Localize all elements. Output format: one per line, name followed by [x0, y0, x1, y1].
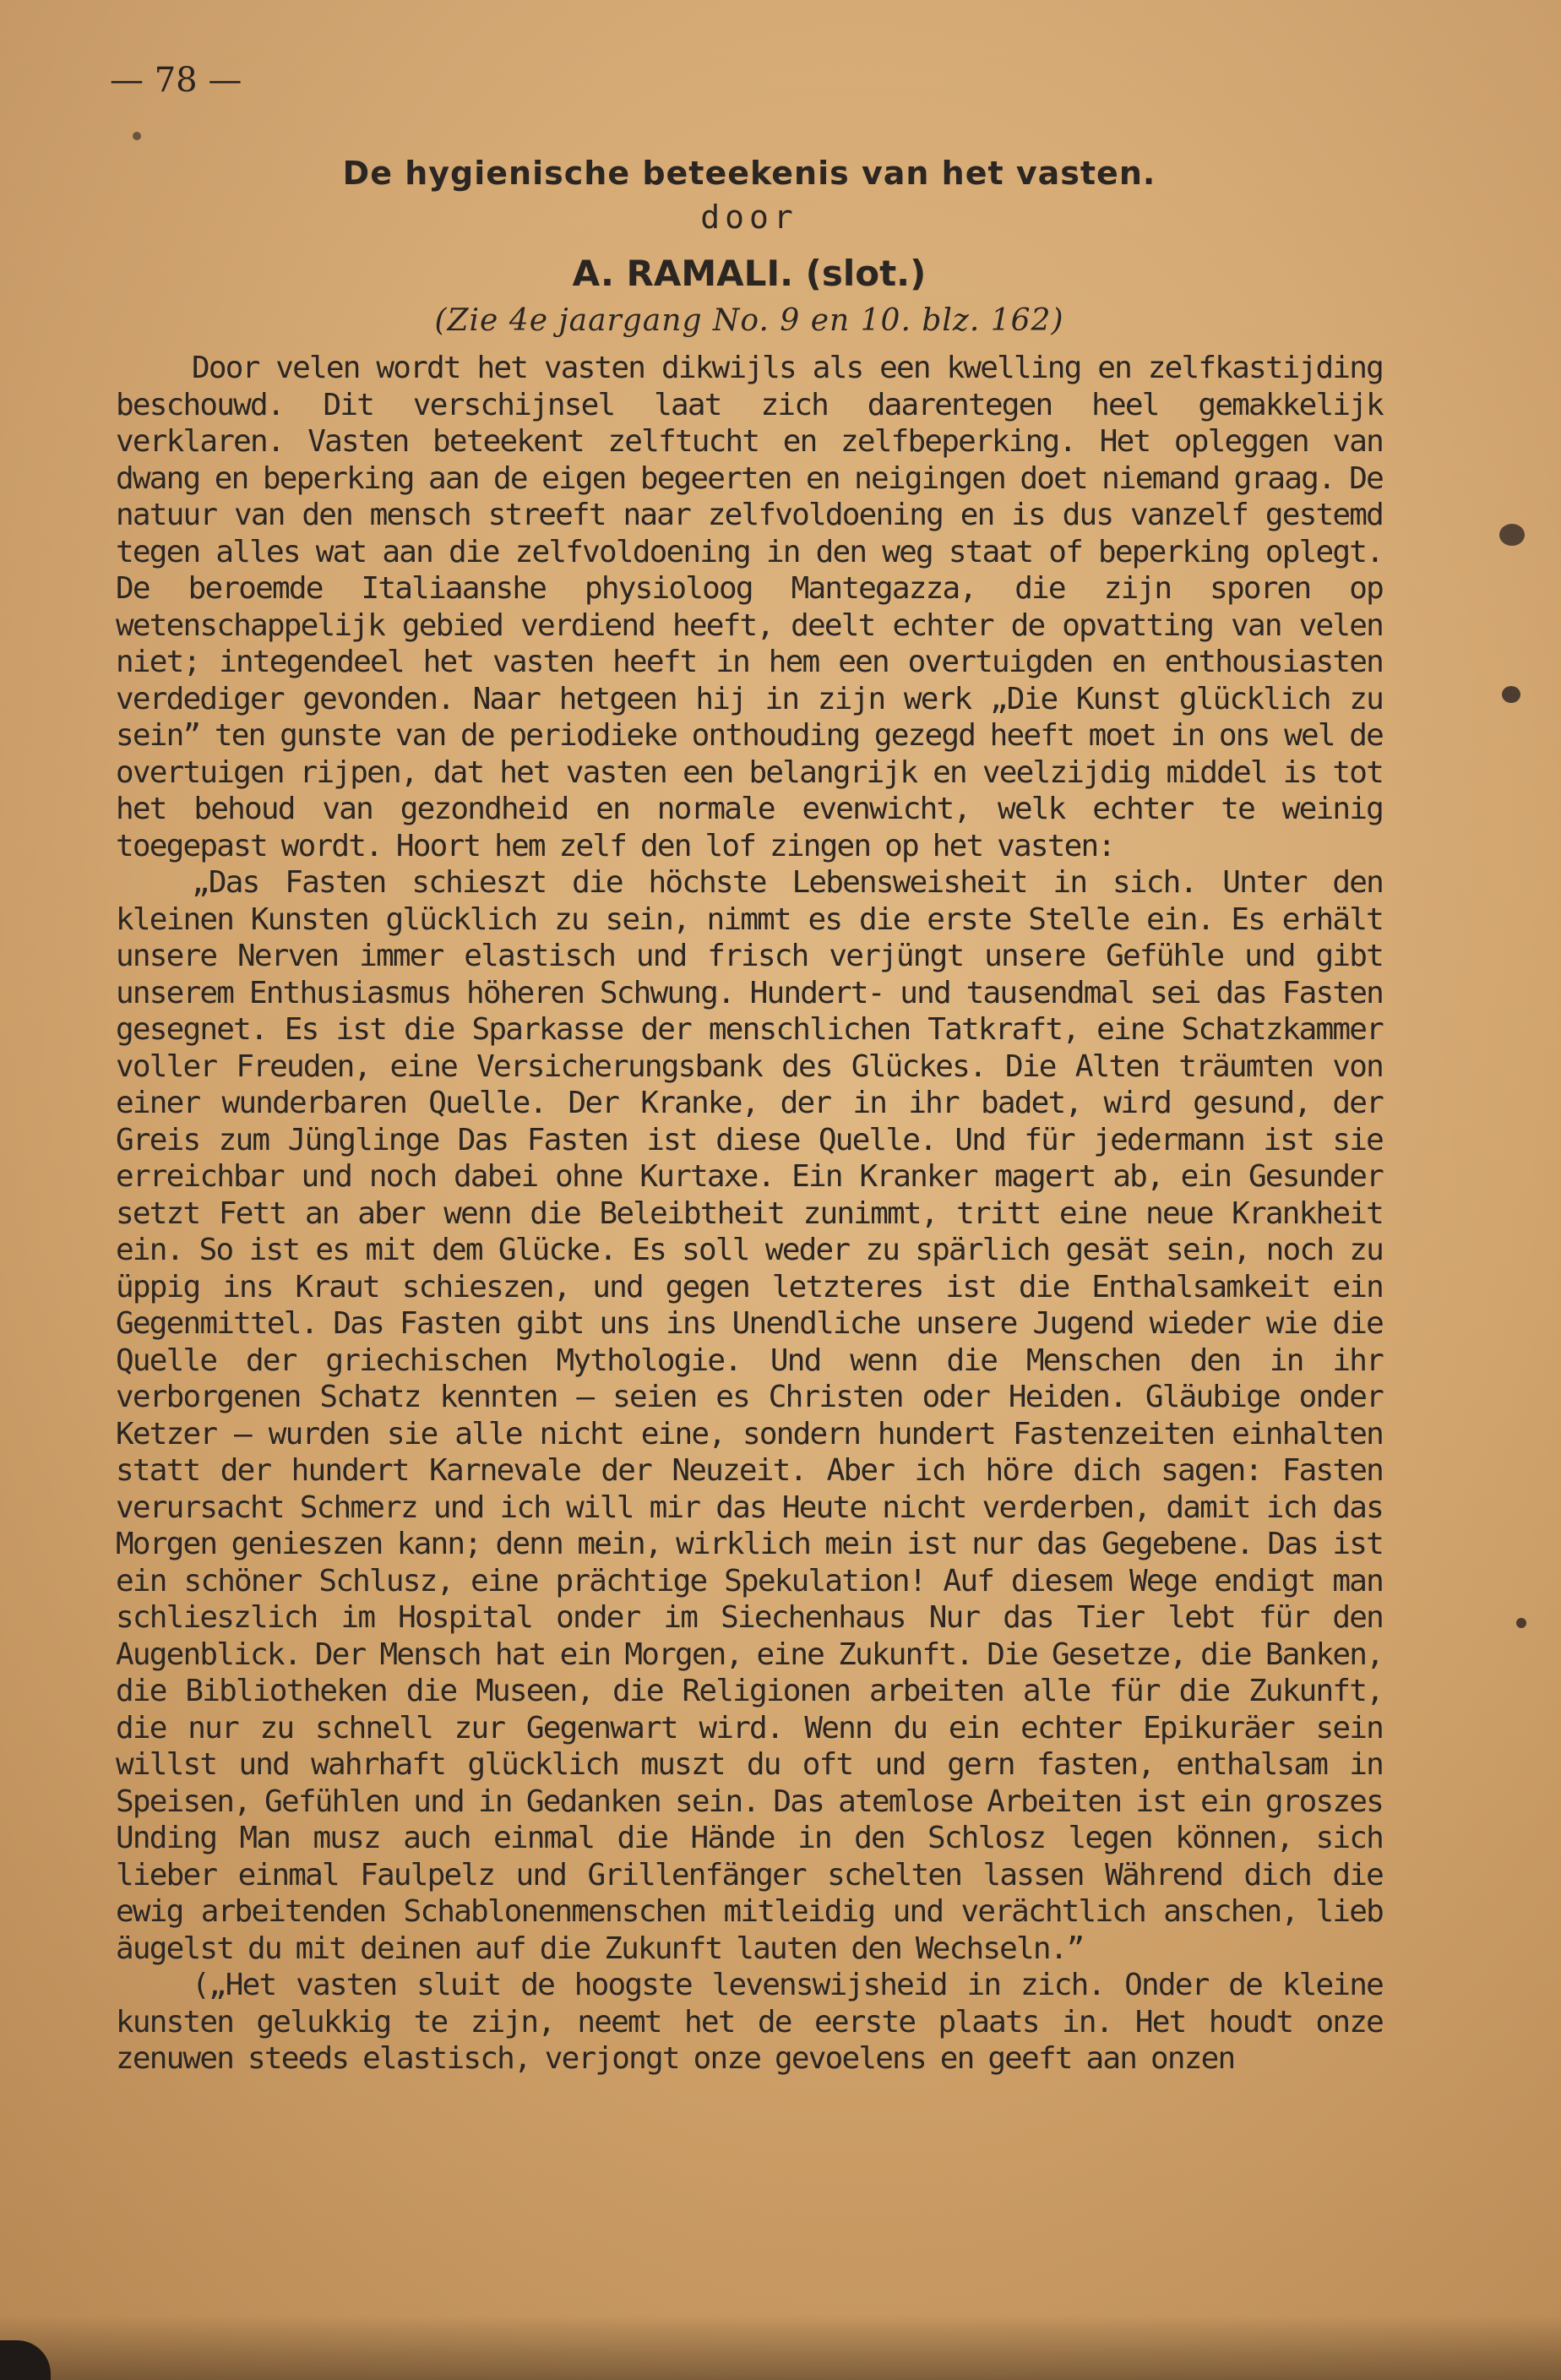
article-title: De hygienische beteekenis van het vasten. [342, 155, 1156, 192]
page-edge-shadow [0, 2315, 1561, 2380]
body-paragraph: Door velen wordt het vasten dikwijls als een kwelling en zelfkastijding beschouwd. Dit verschijnsel laat zich daarentegen heel gemakkelijk verklaren. Vasten beteekent zelftucht en zelfbeperking. Het opleggen van dwang en beperking aan de eigen begeerten en neigingen doet niemand graag. De natuur van den mensch streeft naar zelfvoldoening en is dus vanzelf gestemd tegen alles wat aan die zelfvoldoening in den weg staat of beperking oplegt. De beroemde Italiaanshe physioloog Mantegazza, die zijn sporen op wetenschappelijk gebied verdiend heeft, deelt echter de opvatting van velen niet; integendeel het vasten heeft in hem een overtuigden en enthousiasten verdediger gevonden. Naar hetgeen hij in zijn werk „Die Kunst glücklich zu sein” ten gunste van de periodieke onthouding gezegd heeft moet in ons wel de overtuigen rijpen, dat het vasten een belangrijk en veelzijdig middel is tot het behoud van gezondheid en normale evenwicht, welk echter te weinig toegepast wordt. Hoort hem zelf den lof zingen op het vasten: [116, 351, 1383, 863]
body-paragraph: „Das Fasten schieszt die höchste Lebensweisheit in sich. Unter den kleinen Kunsten glücklich zu sein, nimmt es die erste Stelle ein. Es erhält unsere Nerven immer elastisch und frisch verjüngt unsere Gefühle und gibt unserem Enthusiasmus höheren Schwung. Hundert- und tausendmal sei das Fasten gesegnet. Es ist die Sparkasse der menschlichen Tatkraft, eine Schatzkammer voller Freuden, eine Versicherungsbank des Glückes. Die Alten träumten von einer wunderbaren Quelle. Der Kranke, der in ihr badet, wird gesund, der Greis zum Jünglinge Das Fasten ist diese Quelle. Und für jedermann ist sie erreichbar und noch dabei ohne Kurtaxe. Ein Kranker magert ab, ein Gesunder setzt Fett an aber wenn die Beleibtheit zunimmt, tritt eine neue Krankheit ein. So ist es mit dem Glücke. Es soll weder zu spärlich gesät sein, noch zu üppig ins Kraut schieszen, und gegen letzteres ist die Enthalsamkeit ein Gegenmittel. Das Fasten gibt uns ins Unendliche unsere Jugend wieder wie die Quelle der griechischen Mythologie. Und wenn die Menschen den in ihr verborgenen Schatz kennten — seien es Christen oder Heiden. Gläubige onder Ketzer — wurden sie alle nicht eine, sondern hundert Fastenzeiten einhalten statt der hundert Karnevale der Neuzeit. Aber ich höre dich sagen: Fasten verursacht Schmerz und ich will mir das Heute nicht verderben, damit ich das Morgen genieszen kann; denn mein, wirklich mein ist nur das Gegebene. Das ist ein schöner Schlusz, eine prächtige Spekulation! Auf diesem Wege endigt man schlieszlich im Hospital onder im Siechenhaus Nur das Tier lebt für den Augenblick. Der Mensch hat ein Morgen, eine Zukunft. Die Gesetze, die Banken, die Bibliotheken die Museen, die Religionen arbeiten alle für die Zukunft, die nur zu schnell zur Gegenwart wird. Wenn du ein echter Epikuräer sein willst und wahrhaft glücklich muszt du oft und gern fasten, enthalsam in Speisen, Gefühlen und in Gedanken sein. Das atemlose Arbeiten ist ein groszes Unding Man musz auch einmal die Hände in den Schlosz legen können, sich lieber einmal Faulpelz und Grillenfänger schelten lassen Während dich die ewig arbeitenden Schablonenmenschen mitleidig und verächtlich anschen, lieb äugelst du mit deinen auf die Zukunft lauten den Wechseln.” [116, 865, 1383, 1966]
ink-blot [1499, 524, 1525, 546]
article-author: A. RAMALI. (slot.) [572, 253, 927, 294]
page-number: — 78 — [110, 61, 242, 100]
ink-blot [133, 132, 141, 140]
ink-blot [1516, 1618, 1526, 1628]
body-paragraph: („Het vasten sluit de hoogste levenswijsheid in zich. Onder de kleine kunsten gelukkig te zijn, neemt het de eerste plaats in. Het houdt onze zenuwen steeds elastisch, verjongt onze gevoelens en geeft aan onzen [116, 1968, 1383, 2076]
article-byline: door [700, 199, 798, 236]
article [116, 152, 1383, 2078]
article-reference: (Zie 4e jaargang No. 9 en 10. blz. 162) [434, 303, 1064, 338]
ink-blot [1502, 686, 1520, 703]
